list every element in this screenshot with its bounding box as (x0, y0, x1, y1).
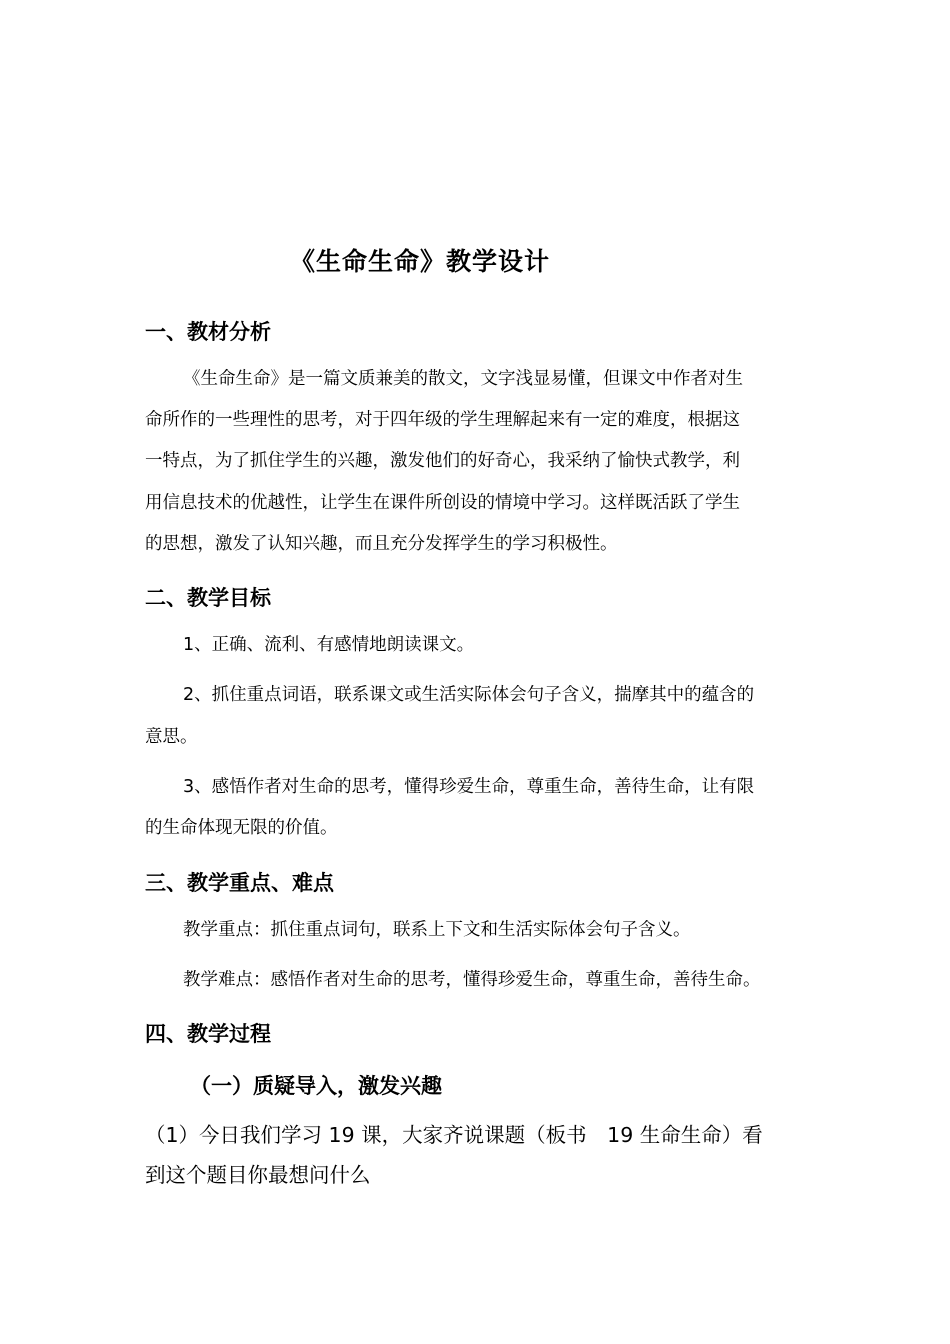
document-title: 《生命生命》教学设计 (290, 247, 551, 276)
goal-item-3-cont: 的生命体现无限的价值。 (145, 818, 338, 838)
subsection-heading: （一）质疑导入，激发兴趣 (190, 1074, 442, 1098)
key-point-text: 教学重点：抓住重点词句，联系上下文和生活实际体会句子含义。 (183, 920, 691, 940)
paragraph-line: 的思想，激发了认知兴趣，而且充分发挥学生的学习积极性。 (145, 534, 618, 554)
paragraph-line: 用信息技术的优越性，让学生在课件所创设的情境中学习。这样既活跃了学生 (145, 493, 740, 513)
section-heading-key-points: 三、教学重点、难点 (145, 871, 334, 895)
goal-item-1: 1、正确、流利、有感情地朗读课文。 (183, 635, 475, 655)
goal-item-2: 2、抓住重点词语，联系课文或生活实际体会句子含义，揣摩其中的蕴含的 (183, 685, 755, 705)
section-heading-goals: 二、教学目标 (145, 586, 271, 610)
goal-item-3: 3、感悟作者对生命的思考，懂得珍爱生命，尊重生命，善待生命，让有限 (183, 777, 755, 797)
paragraph-line: 一特点，为了抓住学生的兴趣，激发他们的好奇心，我采纳了愉快式教学，利 (145, 451, 740, 471)
difficulty-text: 教学难点：感悟作者对生命的思考，懂得珍爱生命，尊重生命，善待生命。 (183, 970, 761, 990)
process-line: 到这个题目你最想问什么 (145, 1163, 371, 1187)
process-line: （1）今日我们学习 19 课，大家齐说课题（板书 19 生命生命）看 (145, 1123, 763, 1147)
section-heading-process: 四、教学过程 (145, 1022, 271, 1046)
paragraph-line: 《生命生命》是一篇文质兼美的散文，文字浅显易懂，但课文中作者对生 (183, 369, 743, 389)
section-heading-analysis: 一、教材分析 (145, 320, 271, 344)
goal-item-2-cont: 意思。 (145, 727, 198, 747)
paragraph-line: 命所作的一些理性的思考，对于四年级的学生理解起来有一定的难度，根据这 (145, 410, 740, 430)
